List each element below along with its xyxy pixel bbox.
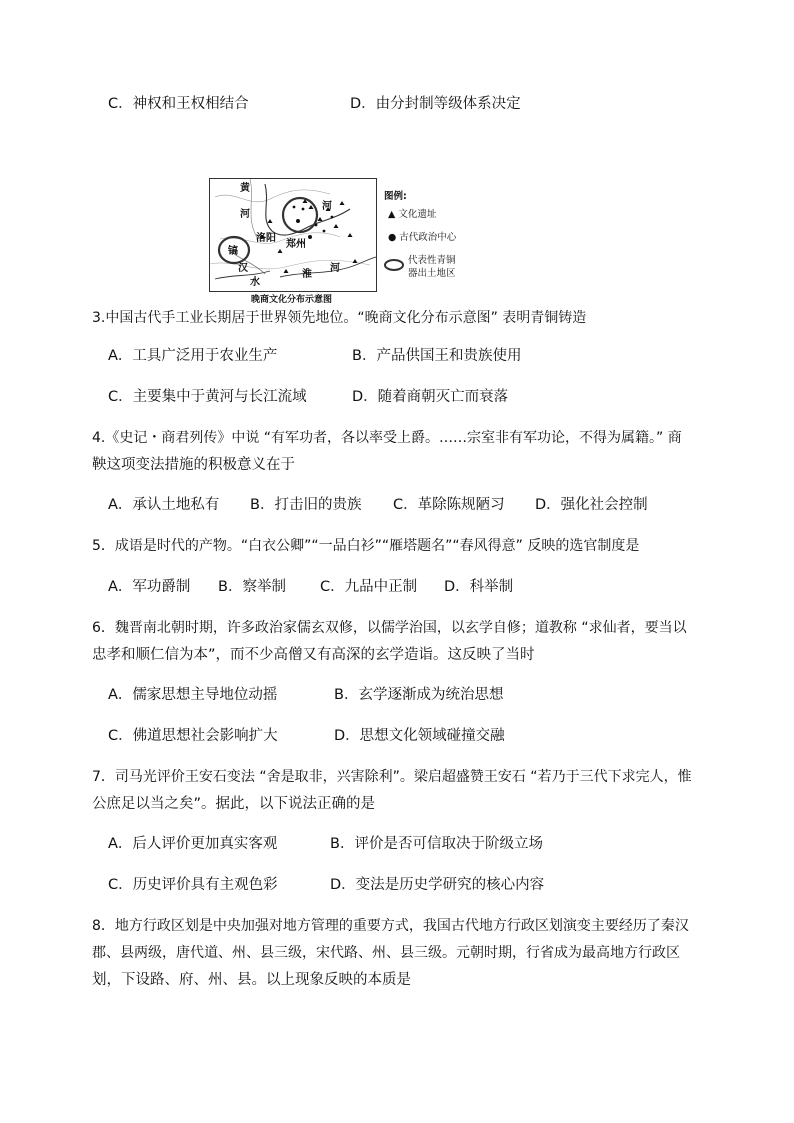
q6-option-b: B．玄学逐渐成为统治思想 (334, 687, 504, 703)
q7-option-d: D．变法是历史学研究的核心内容 (330, 877, 545, 893)
q7-stem-line1: 7．司马光评价王安石变法 “舍是取非，兴害除利”。梁启超盛赞王安石 “若乃于三代下求完人，惟 (92, 769, 692, 785)
q3-option-a: A．工具广泛用于农业生产 (108, 348, 278, 364)
map-label-he-bottom: 河 (330, 263, 340, 274)
q2-option-c: C．神权和王权相结合 (108, 96, 249, 112)
q5-option-a: A．军功爵制 (108, 579, 191, 595)
q3-option-b: B．产品供国王和贵族使用 (352, 348, 522, 364)
q3-option-c: C．主要集中于黄河与长江流域 (108, 389, 307, 405)
map-legend-center: ● 古代政治中心 (388, 232, 457, 243)
map-legend-bronze-line2: 器出土地区 (408, 268, 456, 279)
q8-stem-line3: 划，下设路、府、州、县。以上现象反映的本质是 (92, 972, 411, 988)
map-label-luoyang: 洛阳 (256, 233, 276, 244)
q3-option-d: D．随着商朝灭亡而衰落 (352, 389, 509, 405)
map-legend-title: 图例: (384, 191, 407, 202)
q6-option-c: C．佛道思想社会影响扩大 (108, 728, 278, 744)
q6-option-d: D．思想文化领域碰撞交融 (334, 728, 505, 744)
map-label-he-left: 河 (240, 209, 250, 220)
map-label-shui: 水 (250, 277, 260, 288)
map-label-huai: 淮 (302, 269, 312, 280)
q2-option-d: D．由分封制等级体系决定 (350, 96, 521, 112)
q6-stem-line1: 6．魏晋南北朝时期，许多政治家儒玄双修，以儒学治国，以玄学自修；道教称 “求仙者，要当以 (92, 620, 687, 636)
map-label-circle: 镐 (228, 246, 238, 257)
map-label-zhengzhou: 郑州 (286, 239, 306, 250)
q5-option-c: C．九品中正制 (320, 579, 418, 595)
q4-option-a: A．承认土地私有 (108, 497, 220, 513)
q4-option-d: D．强化社会控制 (535, 497, 648, 513)
q5-option-b: B．察举制 (218, 579, 286, 595)
q4-option-b: B．打击旧的贵族 (250, 497, 362, 513)
q5-stem-line1: 5．成语是时代的产物。“白衣公卿”“一品白衫”“雁塔题名”“春风得意” 反映的选官制度是 (92, 538, 640, 554)
q4-option-c: C．革除陈规陋习 (393, 497, 505, 513)
shang-culture-map (209, 178, 377, 292)
map-label-huang: 黄 (240, 183, 250, 194)
q4-stem-line1: 4.《史记・商君列传》中说 “有军功者，各以率受上爵。……宗室非有军功论，不得为属籍。” 商 (92, 430, 682, 446)
map-label-han: 汉 (238, 263, 248, 274)
q7-option-a: A．后人评价更加真实客观 (108, 836, 278, 852)
q6-stem-line2: 忠孝和顺仁信为本”，而不少高僧又有高深的玄学造诣。这反映了当时 (92, 647, 535, 663)
q7-stem-line2: 公庶足以当之矣”。据此，以下说法正确的是 (92, 796, 376, 812)
bronze-area-legend-icon (383, 258, 405, 272)
q3-stem-line1: 3.中国古代手工业长期居于世界领先地位。“晚商文化分布示意图” 表明青铜铸造 (92, 310, 587, 326)
map-legend-site: ▲ 文化遗址 (388, 209, 437, 220)
q7-option-c: C．历史评价具有主观色彩 (108, 877, 278, 893)
q4-stem-line2: 鞅这项变法措施的积极意义在于 (92, 457, 295, 473)
map-label-he-top: 河 (322, 201, 332, 212)
map-caption: 晚商文化分布示意图 (251, 295, 333, 305)
q8-stem-line1: 8．地方行政区划是中央加强对地方管理的重要方式，我国古代地方行政区划演变主要经历了秦汉 (92, 918, 689, 934)
map-legend-bronze-line1: 代表性青铜 (408, 255, 456, 266)
q8-stem-line2: 郡、县两级，唐代道、州、县三级，宋代路、州、县三级。元朝时期，行省成为最高地方行政区 (92, 945, 680, 961)
q6-option-a: A．儒家思想主导地位动摇 (108, 687, 278, 703)
map-drawing (210, 179, 376, 291)
q5-option-d: D．科举制 (444, 579, 514, 595)
q7-option-b: B．评价是否可信取决于阶级立场 (330, 836, 543, 852)
